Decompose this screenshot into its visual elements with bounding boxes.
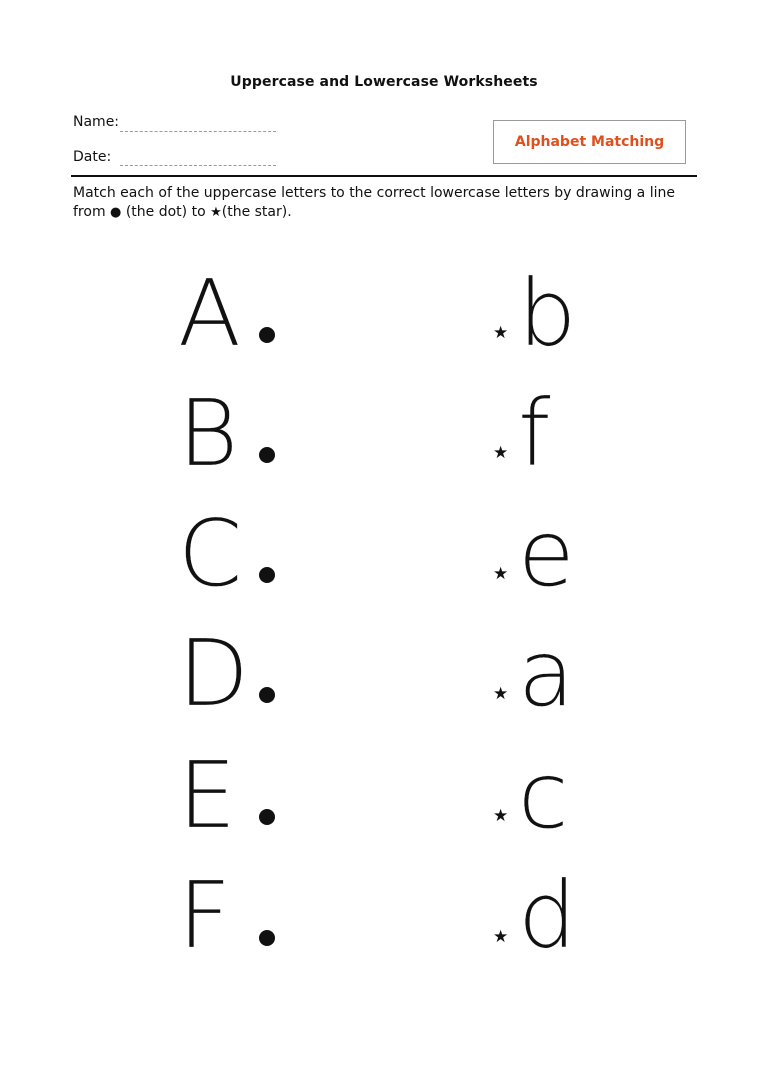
uppercase-letter: C	[178, 500, 243, 607]
dot-marker[interactable]	[259, 567, 275, 583]
lowercase-letter: f	[518, 380, 551, 487]
instructions-from: from	[73, 204, 106, 220]
dot-marker[interactable]	[259, 930, 275, 946]
dot-marker[interactable]	[259, 687, 275, 703]
uppercase-letter: E	[178, 742, 237, 849]
star-marker[interactable]: ★	[493, 684, 509, 704]
star-icon: ★	[210, 205, 222, 220]
dot-marker[interactable]	[259, 447, 275, 463]
lowercase-letter: d	[518, 862, 577, 969]
instructions-star-text: (the star).	[221, 204, 292, 220]
uppercase-letter: F	[178, 862, 231, 969]
date-label: Date:	[73, 149, 112, 165]
dot-marker[interactable]	[259, 327, 275, 343]
lowercase-letter: a	[518, 620, 575, 727]
star-marker[interactable]: ★	[493, 806, 509, 826]
uppercase-letter: B	[178, 380, 239, 487]
star-marker[interactable]: ★	[493, 443, 509, 463]
instructions-line-1: Match each of the uppercase letters to the correct lowercase letters by drawing a line	[73, 185, 675, 201]
uppercase-letter: A	[178, 260, 241, 367]
dot-marker[interactable]	[259, 809, 275, 825]
star-marker[interactable]: ★	[493, 927, 509, 947]
instructions-dot-text: (the dot) to	[125, 204, 206, 220]
worksheet-title: Uppercase and Lowercase Worksheets	[230, 74, 538, 90]
star-marker[interactable]: ★	[493, 564, 509, 584]
uppercase-letter: D	[178, 620, 249, 727]
star-marker[interactable]: ★	[493, 323, 509, 343]
lowercase-letter: b	[518, 260, 577, 367]
lowercase-letter: e	[518, 500, 575, 607]
badge-label: Alphabet Matching	[514, 134, 665, 150]
name-label: Name:	[73, 114, 120, 130]
dot-icon: ●	[110, 205, 122, 220]
lowercase-letter: c	[518, 742, 569, 849]
